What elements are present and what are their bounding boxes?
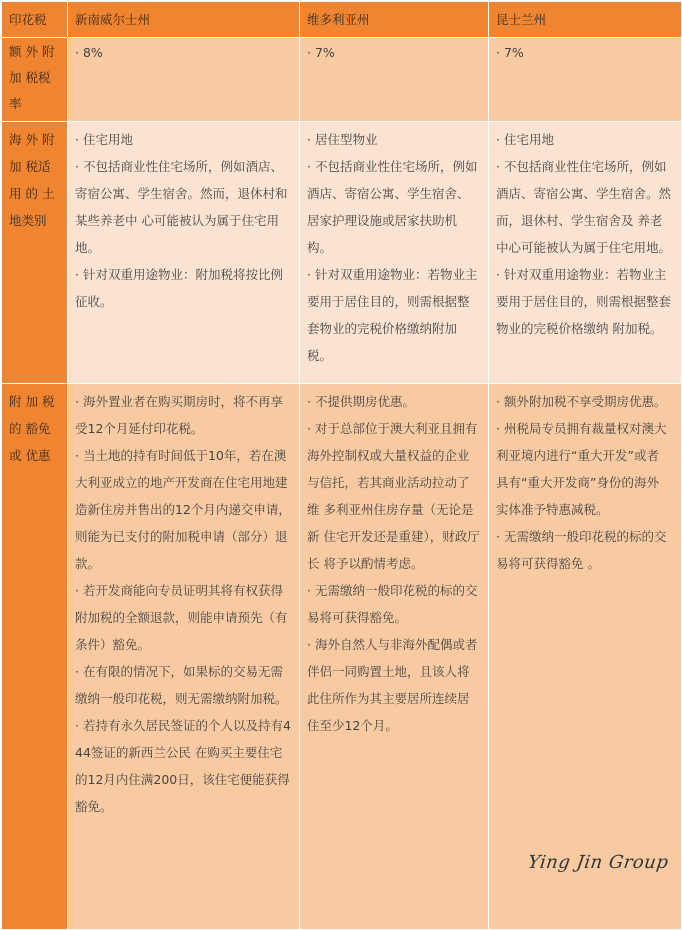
land-vic-line: · 不包括商业性住宅场所，例如酒店、寄宿公寓、学生宿舍、居家护理设施或居家扶助机构。 bbox=[307, 159, 478, 255]
exempt-vic-line: · 无需缴纳一般印花税的标的交 易将可获得豁免。 bbox=[307, 583, 478, 625]
exempt-nsw-line: · 当土地的持有时间低于10年，若在澳大利亚成立的地产开发商在住宅用地建造新住房并售出的12个月内递交申请，则能为已支付的附加税申请（部分）退款。 bbox=[75, 448, 291, 571]
header-qld: 昆士兰州 bbox=[489, 2, 682, 38]
exempt-nsw-line: · 若开发商能向专员证明其将有权获得附加税的全额退款，则能申请预先（有条件）豁免。 bbox=[75, 583, 288, 652]
land-nsw-line: · 不包括商业性住宅场所，例如酒店、寄宿公寓、学生宿舍。然而，退休村和某些养老中 心可能被认为属于住宅用地。 bbox=[75, 159, 288, 255]
header-vic: 维多利亚州 bbox=[300, 2, 489, 38]
land-vic-line: · 针对双重用途物业：若物业主要用于居住目的，则需根据整套物业的完税价格缴纳附加税。 bbox=[307, 267, 478, 363]
rate-nsw bbox=[68, 38, 300, 122]
rate-qld bbox=[489, 38, 682, 122]
exempt-nsw-line: · 若持有永久居民签证的个人以及持有444签证的新西兰公民 在购买主要住宅的12月内住满200日，该住宅便能获得豁免。 bbox=[75, 718, 291, 814]
rate-label: 额 外 附 加 税税率 bbox=[2, 38, 68, 122]
land-qld-line: · 针对双重用途物业：若物业主要用于居住目的，则需根据整套物业的完税价格缴纳 附加税。 bbox=[496, 267, 672, 336]
exempt-vic-line: · 海外自然人与非海外配偶或者 伴侣一同购置土地，且该人将 此住所作为其主要居所连续居 住至少12个月。 bbox=[307, 637, 478, 733]
exempt-nsw-line: · 在有限的情况下，如果标的交易无需缴纳一般印花税，则无需缴纳附加税。 bbox=[75, 664, 288, 706]
land-nsw-line: · 针对双重用途物业：附加税将按比例征收。 bbox=[75, 267, 283, 309]
rate-vic bbox=[300, 38, 489, 122]
header-corner: 印花税 bbox=[2, 2, 68, 38]
land-qld-line: · 住宅用地 bbox=[496, 132, 554, 147]
land-label: 海 外 附 加 税适用 的 土地类别 bbox=[2, 122, 68, 384]
rate-qld-line: · 7% bbox=[496, 45, 524, 60]
exempt-vic-line: · 不提供期房优惠。 bbox=[307, 394, 415, 409]
land-vic bbox=[300, 122, 489, 384]
land-vic-line: · 居住型物业 bbox=[307, 132, 378, 147]
rate-nsw-line: · 8% bbox=[75, 45, 103, 60]
stamp-duty-table bbox=[1, 1, 682, 930]
ying-jin-group-logo: Ying Jin Group bbox=[526, 852, 670, 873]
exempt-row bbox=[2, 384, 682, 930]
exempt-qld-line: · 额外附加税不享受期房优惠。 bbox=[496, 394, 667, 409]
land-row bbox=[2, 122, 682, 384]
rate-row bbox=[2, 38, 682, 122]
exempt-vic-line: · 对于总部位于澳大利亚且拥有 海外控制权或大量权益的企业 与信托，若其商业活动拉动了维 多利亚州住房存量（无论是新 住宅开发还是重建），财政厅长 将予以酌情考虑。 bbox=[307, 421, 480, 571]
land-qld bbox=[489, 122, 682, 384]
rate-vic-line: · 7% bbox=[307, 45, 335, 60]
header-row bbox=[2, 2, 682, 38]
exempt-qld-line: · 无需缴纳一般印花税的标的交 易将可获得豁免 。 bbox=[496, 529, 667, 571]
land-nsw bbox=[68, 122, 300, 384]
exempt-nsw bbox=[68, 384, 300, 930]
exempt-qld-line: · 州税局专员拥有裁量权对澳大 利亚境内进行“重大开发”或者 具有“重大开发商”身份的海外 实体准予特惠减税。 bbox=[496, 421, 667, 517]
exempt-qld bbox=[489, 384, 682, 930]
land-nsw-line: · 住宅用地 bbox=[75, 132, 133, 147]
exempt-label: 附 加 税 的 豁免或 优惠 bbox=[2, 384, 68, 930]
land-qld-line: · 不包括商业性住宅场所，例如酒店、寄宿公寓、学生宿舍。然而，退休村、学生宿舍及 养老中心可能被认为属于住宅用地。 bbox=[496, 159, 672, 255]
header-nsw: 新南威尔士州 bbox=[68, 2, 300, 38]
exempt-nsw-line: · 海外置业者在购买期房时，将不再享受12个月延付印花税。 bbox=[75, 394, 283, 436]
exempt-vic bbox=[300, 384, 489, 930]
